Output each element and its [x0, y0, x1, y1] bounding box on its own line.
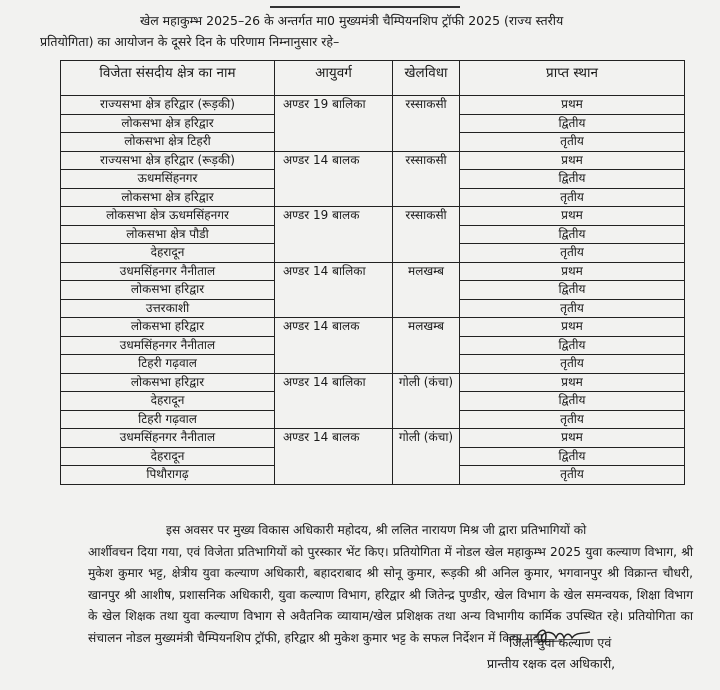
cell-area: लोकसभा हरिद्वार [61, 281, 275, 300]
cell-area: लोकसभा क्षेत्र ऊधमसिंहनगर [61, 207, 275, 226]
footer-line-1: इस अवसर पर मुख्य विकास अधिकारी महोदय, श्री ललित नारायण मिश्र जी द्वारा प्रतिभागियों को [166, 523, 587, 537]
cell-rank: तृतीय [460, 410, 685, 429]
cell-rank: तृतीय [460, 466, 685, 485]
table-row [61, 96, 685, 115]
cell-sport: रस्साकसी [393, 96, 460, 152]
table-header-row [61, 61, 685, 96]
header-area: विजेता संसदीय क्षेत्र का नाम [61, 61, 275, 96]
cell-area: उत्तरकाशी [61, 299, 275, 318]
intro-line-1: खेल महाकुम्भ 2025–26 के अन्तर्गत मा0 मुख्यमंत्री चैम्पियनशिप ट्रॉफी 2025 (राज्य स्तरीय [140, 13, 564, 28]
cell-sport: गोली (कंचा) [393, 373, 460, 429]
results-body [61, 96, 685, 485]
cell-area: लोकसभा क्षेत्र टिहरी [61, 133, 275, 152]
cell-area: लोकसभा हरिद्वार [61, 373, 275, 392]
cell-age-group: अण्डर 19 बालक [275, 207, 393, 263]
signature-line-2: प्रान्तीय रक्षक दल अधिकारी, [487, 656, 616, 671]
table-row [61, 318, 685, 337]
cell-rank: तृतीय [460, 188, 685, 207]
cell-area: देहरादून [61, 392, 275, 411]
cell-area: राज्यसभा क्षेत्र हरिद्वार (रूड़की) [61, 96, 275, 115]
cell-area: उधमसिंहनगर नैनीताल [61, 336, 275, 355]
cell-rank: द्वितीय [460, 336, 685, 355]
footer-text: आर्शीवचन दिया गया, एवं विजेता प्रतिभागियों को पुरस्कार भेंट किए। प्रतियोगिता में नोडल खेल महाकुम्भ 2025 युवा कल्याण विभाग, श्री मुकेश कुमार भट्ट, क्षेत्रीय युवा कल्याण अधिकारी, बहादराबाद श्री सोनू कुमार, रूड़की श्री अनिल कुमार, भगवानपुर श्री विक्रान्त चौधरी, खानपुर श्री आशीष, प्रशासनिक अधिकारी, युवा कल्याण विभाग, हरिद्वार श्री जितेन्द्र पुण्डीर, खेल विभाग के खेल समन्वयक, शिक्षा विभाग के खेल शिक्षक तथा युवा कल्याण विभाग से अवैतनिक व्यायाम/खेल प्रशिक्षक तथा अन्य विभागीय कार्मिक उपस्थित रहे। प्रतियोगिता का संचालन नोडल मुख्यमंत्री चैम्पियनशिप ट्रॉफी, हरिद्वार श्री मुकेश कुमार भट्ट के सफल निर्देशन में किया गया। [88, 544, 693, 645]
cell-age-group: अण्डर 14 बालक [275, 429, 393, 485]
header-age: आयुवर्ग [275, 61, 393, 96]
cell-sport: गोली (कंचा) [393, 429, 460, 485]
signature-line-1: जिला युवा कल्याण एवं [509, 635, 612, 650]
table-row [61, 207, 685, 226]
cell-rank: प्रथम [460, 96, 685, 115]
cell-age-group: अण्डर 14 बालिका [275, 262, 393, 318]
cell-rank: द्वितीय [460, 281, 685, 300]
cell-age-group: अण्डर 19 बालिका [275, 96, 393, 152]
cell-sport: मलखम्ब [393, 318, 460, 374]
cell-area: लोकसभा क्षेत्र हरिद्वार [61, 114, 275, 133]
results-table [60, 60, 685, 485]
cell-rank: द्वितीय [460, 114, 685, 133]
cell-rank: प्रथम [460, 318, 685, 337]
intro-line-2: प्रतियोगिता) का आयोजन के दूसरे दिन के परिणाम निम्नानुसार रहे– [40, 34, 340, 49]
table-row [61, 373, 685, 392]
cell-rank: प्रथम [460, 151, 685, 170]
table-row [61, 429, 685, 448]
cell-area: देहरादून [61, 447, 275, 466]
cell-sport: रस्साकसी [393, 151, 460, 207]
cell-area: राज्यसभा क्षेत्र हरिद्वार (रूड़की) [61, 151, 275, 170]
cell-sport: मलखम्ब [393, 262, 460, 318]
table-row [61, 151, 685, 170]
cell-rank: प्रथम [460, 262, 685, 281]
cell-rank: द्वितीय [460, 170, 685, 189]
cell-rank: तृतीय [460, 133, 685, 152]
cell-age-group: अण्डर 14 बालक [275, 151, 393, 207]
cell-area: टिहरी गढ़वाल [61, 355, 275, 374]
cell-rank: प्रथम [460, 429, 685, 448]
cell-area: उधमसिंहनगर नैनीताल [61, 429, 275, 448]
cell-area: लोकसभा क्षेत्र पौडी [61, 225, 275, 244]
cell-sport: रस्साकसी [393, 207, 460, 263]
header-rank: प्राप्त स्थान [460, 61, 685, 96]
cell-rank: प्रथम [460, 373, 685, 392]
cell-rank: द्वितीय [460, 392, 685, 411]
cell-area: ऊधमसिंहनगर [61, 170, 275, 189]
cell-age-group: अण्डर 14 बालक [275, 318, 393, 374]
cell-area: टिहरी गढ़वाल [61, 410, 275, 429]
top-rule [270, 0, 460, 8]
cell-area: लोकसभा हरिद्वार [61, 318, 275, 337]
cell-rank: द्वितीय [460, 447, 685, 466]
intro-paragraph [40, 10, 690, 52]
table-row [61, 262, 685, 281]
cell-rank: प्रथम [460, 207, 685, 226]
cell-rank: तृतीय [460, 244, 685, 263]
cell-rank: द्वितीय [460, 225, 685, 244]
cell-area: पिथौरागढ़ [61, 466, 275, 485]
cell-area: लोकसभा क्षेत्र हरिद्वार [61, 188, 275, 207]
footer-paragraph [88, 520, 693, 649]
header-sport: खेलविधा [393, 61, 460, 96]
cell-rank: तृतीय [460, 355, 685, 374]
cell-area: देहरादून [61, 244, 275, 263]
cell-rank: तृतीय [460, 299, 685, 318]
cell-area: उधमसिंहनगर नैनीताल [61, 262, 275, 281]
signature-block [487, 632, 697, 674]
cell-age-group: अण्डर 14 बालिका [275, 373, 393, 429]
